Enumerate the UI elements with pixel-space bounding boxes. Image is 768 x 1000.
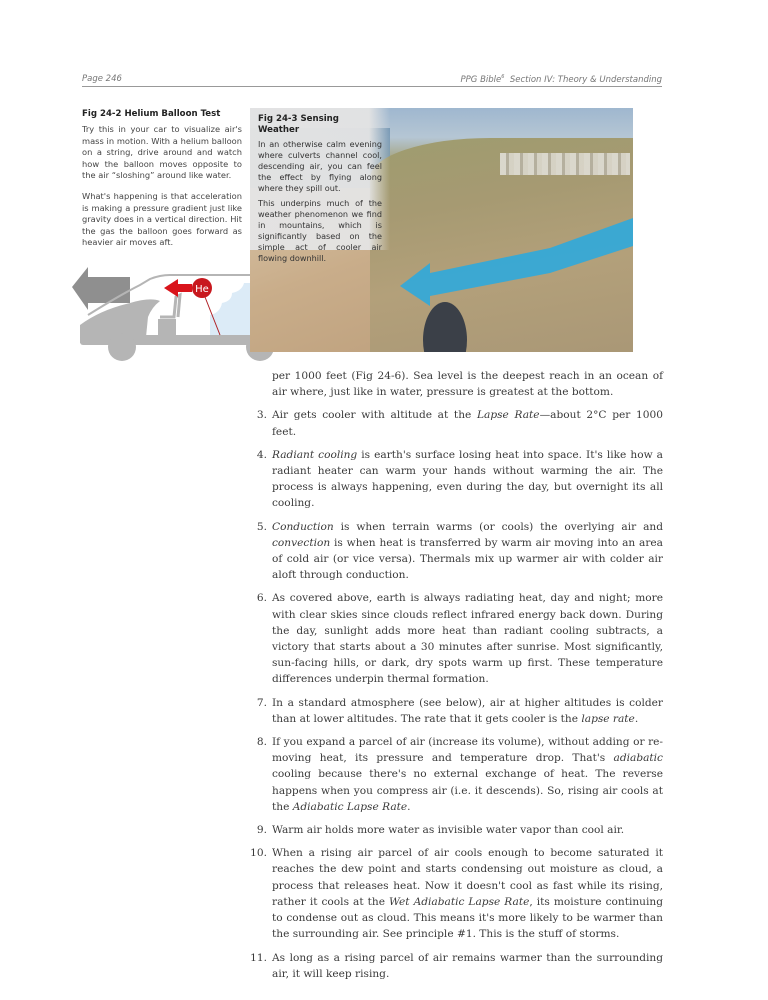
running-title <box>461 74 662 85</box>
list-item <box>243 734 663 815</box>
list-item-text: is earth's surface losing heat into space. It's like how a radiant heater can warm your hands without warming the air. The process is always happening, even during the day, but overnight its all cooling. <box>272 448 663 510</box>
list-item <box>243 590 663 687</box>
emphasized-term: Conduction <box>272 520 334 533</box>
caption-paragraph: Try this in your car to visualize air's mass in motion. With a helium balloon on a string, drive around and watch how the balloon moves opposite to the air “sloshing” around like water. <box>82 124 242 181</box>
list-item <box>243 407 663 439</box>
figure-24-2-title: Fig 24-2 Helium Balloon Test <box>82 109 221 119</box>
emphasized-term: Lapse Rate <box>476 409 540 422</box>
emphasized-term: adiabatic <box>613 752 663 765</box>
front-wheel-icon <box>108 333 136 361</box>
book-title: PPG Bible <box>460 74 502 85</box>
emphasized-term: lapse rate <box>581 712 635 725</box>
list-item-text: cooling because there's no external exchange of heat. The reverse happens when you compress air (i.e. it descends). So, rising air cools at the <box>272 768 663 813</box>
list-item <box>243 845 663 942</box>
list-item-text: —about 2°C per 1000 feet. <box>272 409 663 438</box>
list-item-number: 3. <box>256 409 267 422</box>
list-item-number: 9. <box>256 824 267 837</box>
list-item-number: 11. <box>250 951 267 964</box>
figure-24-3-caption <box>250 108 390 263</box>
motion-arrow <box>72 267 130 310</box>
caption-paragraph: In an otherwise calm evening where culverts channel cool, descending air, you can feel the effect by flying along where they spill out. <box>258 139 382 193</box>
list-item-number: 10. <box>250 847 267 860</box>
list-item-number: 8. <box>256 736 267 749</box>
list-item <box>243 695 663 727</box>
emphasized-term: Wet Adiabatic Lapse Rate <box>389 895 530 908</box>
list-item-text: is when heat is transferred by warm air moving into an area of cold air (or vice versa). Thermals mix up warmer air with colder air aloft through conduction. <box>272 536 663 582</box>
list-item-text: When a rising air parcel of air cools enough to become saturated it reaches the dew point and starts condensing out moisture as cloud, a process that releases heat. Now it doesn't cool as fast while its rising, rather it cools at the <box>272 847 663 908</box>
list-item-text: As long as a rising parcel of air remains warmer than the surrounding air, it will keep rising. <box>272 951 663 980</box>
principles-list <box>243 407 663 982</box>
seat-base <box>158 319 176 335</box>
list-item-text: If you expand a parcel of air (increase its volume), without adding or re-moving heat, its pressure and temperature drop. That's <box>272 736 663 765</box>
cool-air-flow-arrow <box>400 218 633 306</box>
principles-list-section <box>243 368 663 989</box>
list-item-text: Air gets cooler with altitude at the <box>272 409 477 422</box>
caption-paragraph: This underpins much of the weather phenomenon we find in mountains, which is significantly based on the simple act of cooler air flowing downhill. <box>258 198 382 263</box>
page-header <box>82 72 662 87</box>
pilot-shoe <box>423 302 467 352</box>
list-item-text: As covered above, earth is always radiating heat, day and night; more with clear skies since clouds reflect infrared energy back down. During the day, sunlight adds more heat than radiant cooling subtracts, a victory that starts about a 30 minutes after sunrise. Most significantly, sun-facing hills, or dark, dry spots warm up first. These temperature differences underpin thermal formation. <box>272 592 663 686</box>
list-item-text: . <box>407 800 411 813</box>
balloon-motion-arrow <box>164 279 192 297</box>
caption-paragraph: What's happening is that acceleration is making a pressure gradient just like gravity does in a vertical direction. Hit the gas the balloon goes forward as heavier air moves aft. <box>82 191 242 248</box>
list-item-number: 6. <box>256 592 267 605</box>
list-item-number: 7. <box>256 696 267 709</box>
list-item-number: 5. <box>256 520 267 533</box>
figure-24-2-caption <box>82 109 242 258</box>
figure-24-3-title: Fig 24-3 Sensing Weather <box>258 114 339 135</box>
balloon-label: He <box>195 284 209 295</box>
list-item <box>243 950 663 982</box>
page-number: Page 246 <box>82 74 122 84</box>
emphasized-term: convection <box>272 536 331 549</box>
list-item <box>243 519 663 584</box>
list-item <box>243 822 663 838</box>
emphasized-term: Adiabatic Lapse Rate <box>292 800 408 813</box>
list-item-text: . <box>634 712 639 725</box>
section-title: Section IV: Theory & Understanding <box>509 74 662 85</box>
book-edition: 6 <box>501 74 505 80</box>
list-item-number: 4. <box>256 448 267 461</box>
emphasized-term: Radiant cooling <box>272 448 358 461</box>
list-item-text: Warm air holds more water as invisible water vapor than cool air. <box>272 824 625 837</box>
list-item-text: is when terrain warms (or cools) the overlying air and <box>333 520 663 533</box>
list-item-text: In a standard atmosphere (see below), air at higher altitudes is colder than at lower altitudes. The rate that it gets cooler is the <box>272 696 663 725</box>
list-item <box>243 447 663 512</box>
continued-paragraph: per 1000 feet (Fig 24-6). Sea level is the deepest reach in an ocean of air where, just like in water, pressure is greatest at the bottom. <box>272 370 663 399</box>
seat-back <box>160 295 180 317</box>
list-item-text: , its moisture continuing to condense out as cloud. This means it's more likely to be warmer than the surrounding air. See principle #1. This is the stuff of storms. <box>272 895 663 941</box>
